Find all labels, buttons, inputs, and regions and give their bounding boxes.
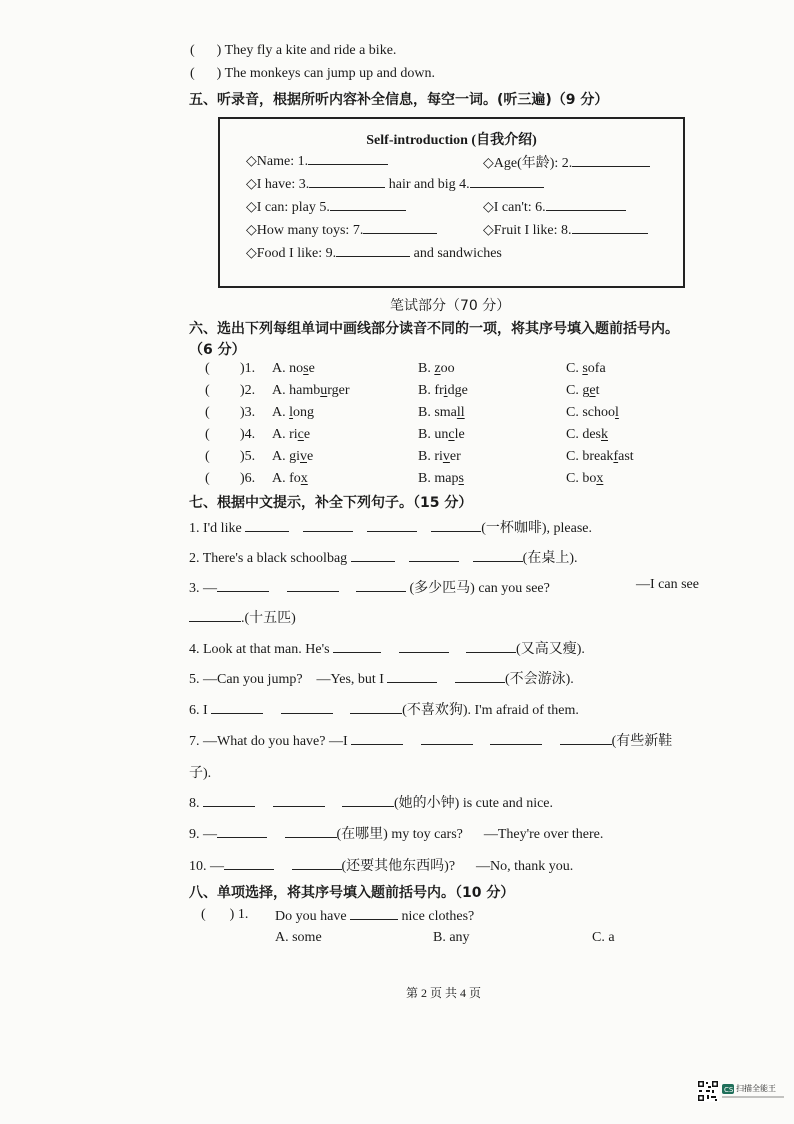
- field-cant: ◇I can't: 6.: [483, 198, 626, 216]
- s6-option-b: B. maps: [418, 471, 464, 486]
- blank-1[interactable]: [308, 152, 388, 165]
- blank[interactable]: [342, 794, 394, 807]
- box-title: Self-introduction (自我介绍): [366, 133, 537, 148]
- s6-option-a: A. give: [272, 449, 314, 464]
- s7-q2: 2. There's a black schoolbag (在桌上).: [189, 551, 578, 566]
- s7-q7: 7. —What do you have? —I (有些新鞋: [189, 734, 673, 749]
- field-food: ◇Food I like: 9. and sandwiches: [246, 246, 502, 261]
- blank-8[interactable]: [572, 221, 648, 234]
- s7-q8: 8. (她的小钟) is cute and nice.: [189, 796, 554, 811]
- blank[interactable]: [409, 549, 459, 562]
- s6-paren[interactable]: (: [205, 449, 210, 464]
- s8-q1-option-a[interactable]: A. some: [275, 930, 322, 945]
- s7-q7-line2: 子).: [189, 766, 212, 781]
- blank[interactable]: [350, 701, 402, 714]
- section7-heading: 七、根据中文提示，补全下列句子。（15 分）: [189, 495, 473, 511]
- blank[interactable]: [217, 579, 269, 592]
- self-intro-box: [218, 117, 685, 288]
- blank-9[interactable]: [336, 244, 410, 257]
- blank-4[interactable]: [470, 175, 544, 188]
- field-toys: ◇How many toys: 7.: [246, 221, 437, 239]
- s8-q1-option-c[interactable]: C. a: [592, 930, 615, 945]
- s6-option-a: A. long: [272, 405, 315, 420]
- s6-option-b: B. zoo: [418, 361, 455, 376]
- blank-3[interactable]: [309, 175, 385, 188]
- blank-2[interactable]: [572, 154, 650, 167]
- blank[interactable]: [356, 579, 406, 592]
- listening-item: ( ) The monkeys can jump up and down.: [190, 66, 435, 81]
- s6-option-b: B. small: [418, 405, 465, 420]
- s6-option-c: C. sofa: [566, 361, 606, 376]
- section6-points: （6 分）: [189, 342, 246, 358]
- blank[interactable]: [421, 732, 473, 745]
- blank[interactable]: [285, 825, 337, 838]
- s7-q3-line2: .(十五匹): [189, 607, 296, 627]
- blank-6[interactable]: [546, 198, 626, 211]
- blank[interactable]: [560, 732, 612, 745]
- scanner-logo-text: 扫描全能王: [736, 1084, 776, 1093]
- s6-num: )4.: [240, 427, 256, 442]
- blank[interactable]: [287, 579, 339, 592]
- blank[interactable]: [281, 701, 333, 714]
- blank[interactable]: [387, 670, 437, 683]
- s6-num: )2.: [240, 383, 256, 398]
- blank[interactable]: [367, 519, 417, 532]
- blank[interactable]: [431, 519, 481, 532]
- blank[interactable]: [333, 640, 381, 653]
- section8-heading: 八、单项选择，将其序号填入题前括号内。（10 分）: [189, 885, 515, 901]
- s6-option-b: B. river: [418, 449, 461, 464]
- s6-option-a: A. nose: [272, 361, 315, 376]
- blank[interactable]: [189, 609, 241, 622]
- s6-num: )6.: [240, 471, 256, 486]
- blank[interactable]: [217, 825, 267, 838]
- s6-option-c: C. box: [566, 471, 604, 486]
- s6-paren[interactable]: (: [205, 383, 210, 398]
- blank[interactable]: [490, 732, 542, 745]
- scanner-logo: [722, 1082, 784, 1100]
- blank[interactable]: [350, 907, 398, 920]
- s6-option-a: A. hamburger: [272, 383, 350, 398]
- blank[interactable]: [466, 640, 516, 653]
- s6-paren[interactable]: (: [205, 405, 210, 420]
- blank[interactable]: [273, 794, 325, 807]
- page-footer: 第 2 页 共 4 页: [406, 986, 482, 1000]
- s6-paren[interactable]: (: [205, 427, 210, 442]
- section6-heading: 六、选出下列每组单词中画线部分读音不同的一项，将其序号填入题前括号内。: [189, 321, 679, 337]
- blank-5[interactable]: [330, 198, 406, 211]
- s6-option-c: C. school: [566, 405, 619, 420]
- s6-num: )1.: [240, 361, 256, 376]
- s8-q1-paren[interactable]: ( ) 1.: [201, 907, 249, 922]
- s7-q6: 6. I (不喜欢狗). I'm afraid of them.: [189, 703, 579, 718]
- svg-text:CS: CS: [724, 1086, 734, 1094]
- s7-q1: 1. I'd like (一杯咖啡), please.: [189, 521, 592, 536]
- s8-q1-stem: Do you have nice clothes?: [275, 909, 475, 924]
- blank[interactable]: [473, 549, 523, 562]
- s8-q1-option-b[interactable]: B. any: [433, 930, 470, 945]
- field-age: ◇Age(年龄): 2.: [483, 152, 650, 172]
- blank[interactable]: [303, 519, 353, 532]
- s7-q10: 10. — (还要其他东西吗)? —No, thank you.: [189, 859, 574, 874]
- s6-option-c: C. desk: [566, 427, 608, 442]
- blank[interactable]: [203, 794, 255, 807]
- written-part-title: 笔试部分（70 分）: [390, 298, 511, 314]
- field-name: ◇Name: 1.: [246, 152, 388, 170]
- field-fruit: ◇Fruit I like: 8.: [483, 221, 648, 239]
- blank[interactable]: [351, 549, 395, 562]
- s6-paren[interactable]: (: [205, 471, 210, 486]
- field-have: ◇I have: 3. hair and big 4.: [246, 175, 544, 193]
- s7-q5: 5. —Can you jump? —Yes, but I (不会游泳).: [189, 672, 574, 687]
- blank[interactable]: [292, 857, 342, 870]
- blank[interactable]: [245, 519, 289, 532]
- s7-q3-answer: —I can see: [636, 577, 699, 592]
- s6-num: )5.: [240, 449, 256, 464]
- s6-option-c: C. breakfast: [566, 449, 634, 464]
- s7-q4: 4. Look at that man. He's (又高又瘦).: [189, 642, 585, 657]
- s6-option-a: A. rice: [272, 427, 311, 442]
- listening-item: ( ) They fly a kite and ride a bike.: [190, 43, 397, 58]
- blank[interactable]: [224, 857, 274, 870]
- field-can: ◇I can: play 5.: [246, 198, 406, 216]
- blank[interactable]: [399, 640, 449, 653]
- s6-paren[interactable]: (: [205, 361, 210, 376]
- blank[interactable]: [455, 670, 505, 683]
- section5-heading: 五、听录音，根据所听内容补全信息，每空一词。(听三遍)（9 分）: [189, 92, 609, 108]
- s7-q3: 3. — (多少匹马) can you see?: [189, 581, 550, 596]
- s6-option-c: C. get: [566, 383, 600, 398]
- qr-code-icon: [697, 1080, 719, 1102]
- blank[interactable]: [211, 701, 263, 714]
- blank-7[interactable]: [363, 221, 437, 234]
- s6-option-b: B. uncle: [418, 427, 465, 442]
- s6-option-a: A. fox: [272, 471, 308, 486]
- s6-option-b: B. fridge: [418, 383, 468, 398]
- s7-q9: 9. — (在哪里) my toy cars? —They're over there.: [189, 827, 604, 842]
- s6-num: )3.: [240, 405, 256, 420]
- blank[interactable]: [351, 732, 403, 745]
